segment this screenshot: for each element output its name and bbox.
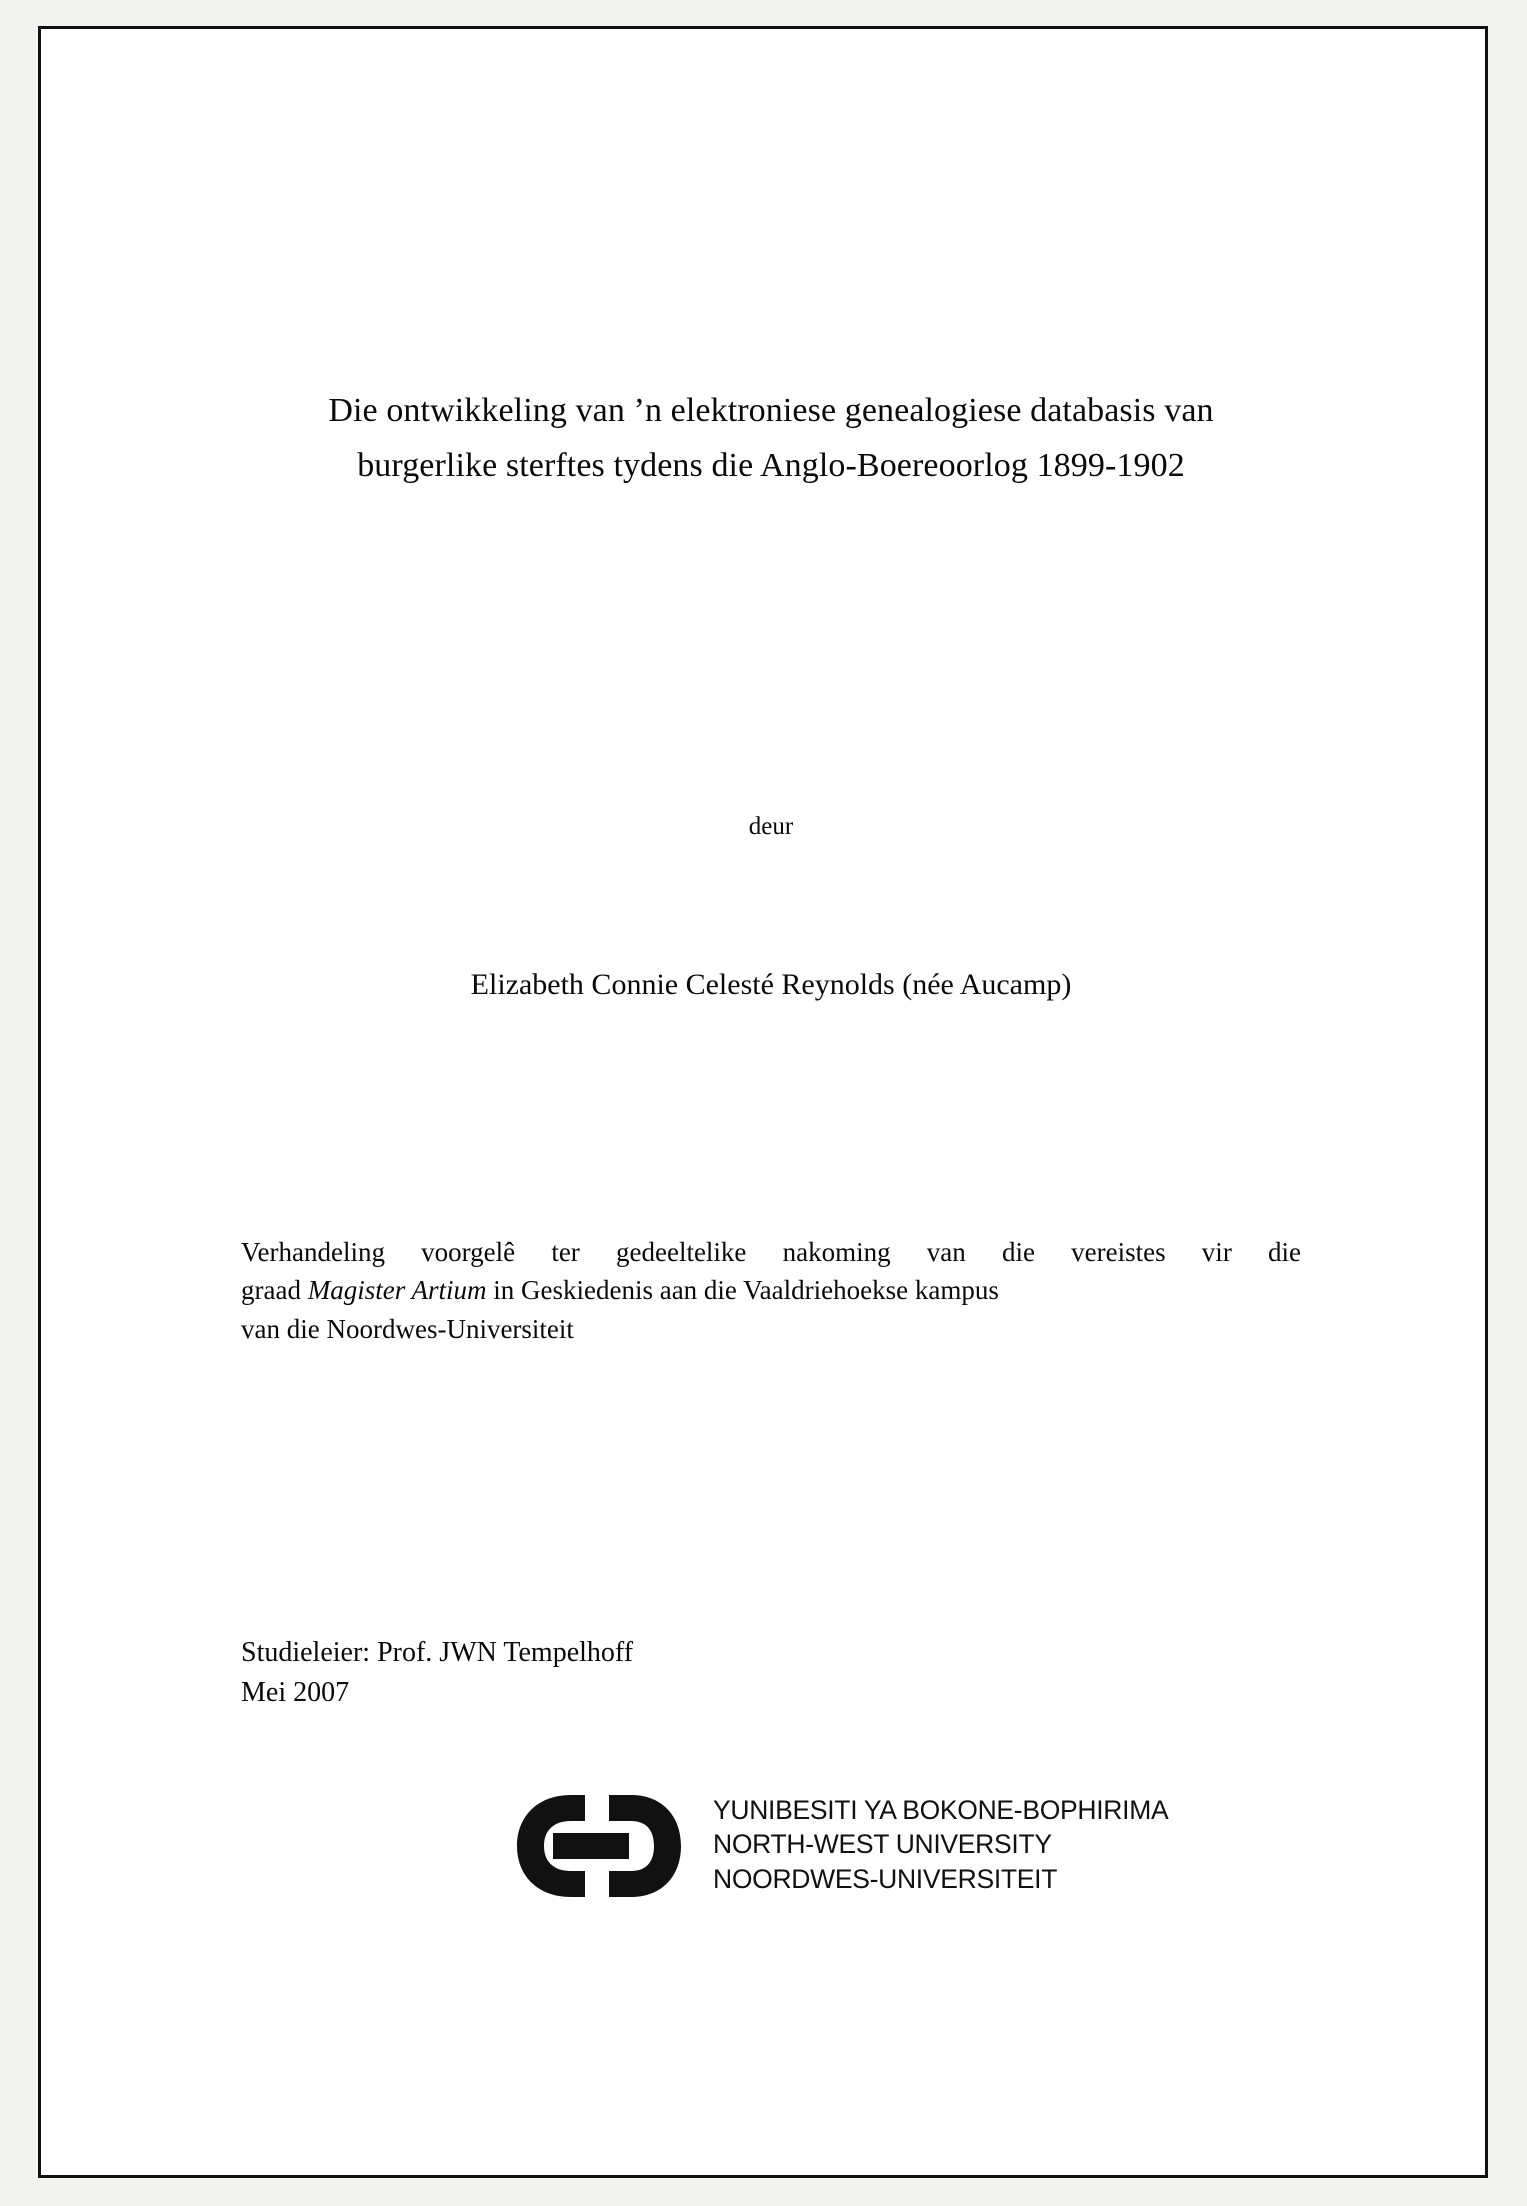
university-logo [513,1783,1213,1913]
logo-text-line-1: YUNIBESITI YA BOKONE-BOPHIRIMA [713,1795,1169,1825]
degree-statement-line-2 [241,1271,1301,1309]
nwu-logo-icon [513,1791,703,1901]
degree-statement-line-2-post: in Geskiedenis aan die Vaaldriehoekse kampus [486,1275,999,1306]
author-prefix-label: deur [748,813,794,840]
degree-statement-line-3: van die Noordwes-Universiteit [241,1313,574,1344]
supervisor-block [241,1633,1241,1713]
logo-text-line-2: NORTH-WEST UNIVERSITY [713,1829,1052,1860]
date-line: Mei 2007 [241,1676,350,1708]
page-border [38,26,1488,2178]
page-title [191,383,1351,493]
university-logo-text [713,1793,1168,1896]
supervisor-line: Studieleier: Prof. JWN Tempelhoff [241,1637,634,1668]
degree-statement-line-2-pre: graad [241,1275,308,1306]
page-body [51,38,1475,2166]
degree-statement-line-1: Verhandeling voorgelê ter gedeeltelike nakoming van die vereistes vir die [241,1237,1301,1267]
degree-statement [241,1233,1301,1348]
title-line-2: burgerlike sterftes tydens die Anglo-Boereoorlog 1899-1902 [357,447,1185,485]
title-line-1: Die ontwikkeling van ’n elektroniese genealogiese databasis van [328,392,1214,429]
author-name: Elizabeth Connie Celesté Reynolds (née Aucamp) [470,968,1072,1001]
title-page-content [191,38,1351,2166]
degree-name: Magister Artium [307,1275,487,1306]
logo-text-line-3: NOORDWES-UNIVERSITEIT [713,1863,1058,1894]
